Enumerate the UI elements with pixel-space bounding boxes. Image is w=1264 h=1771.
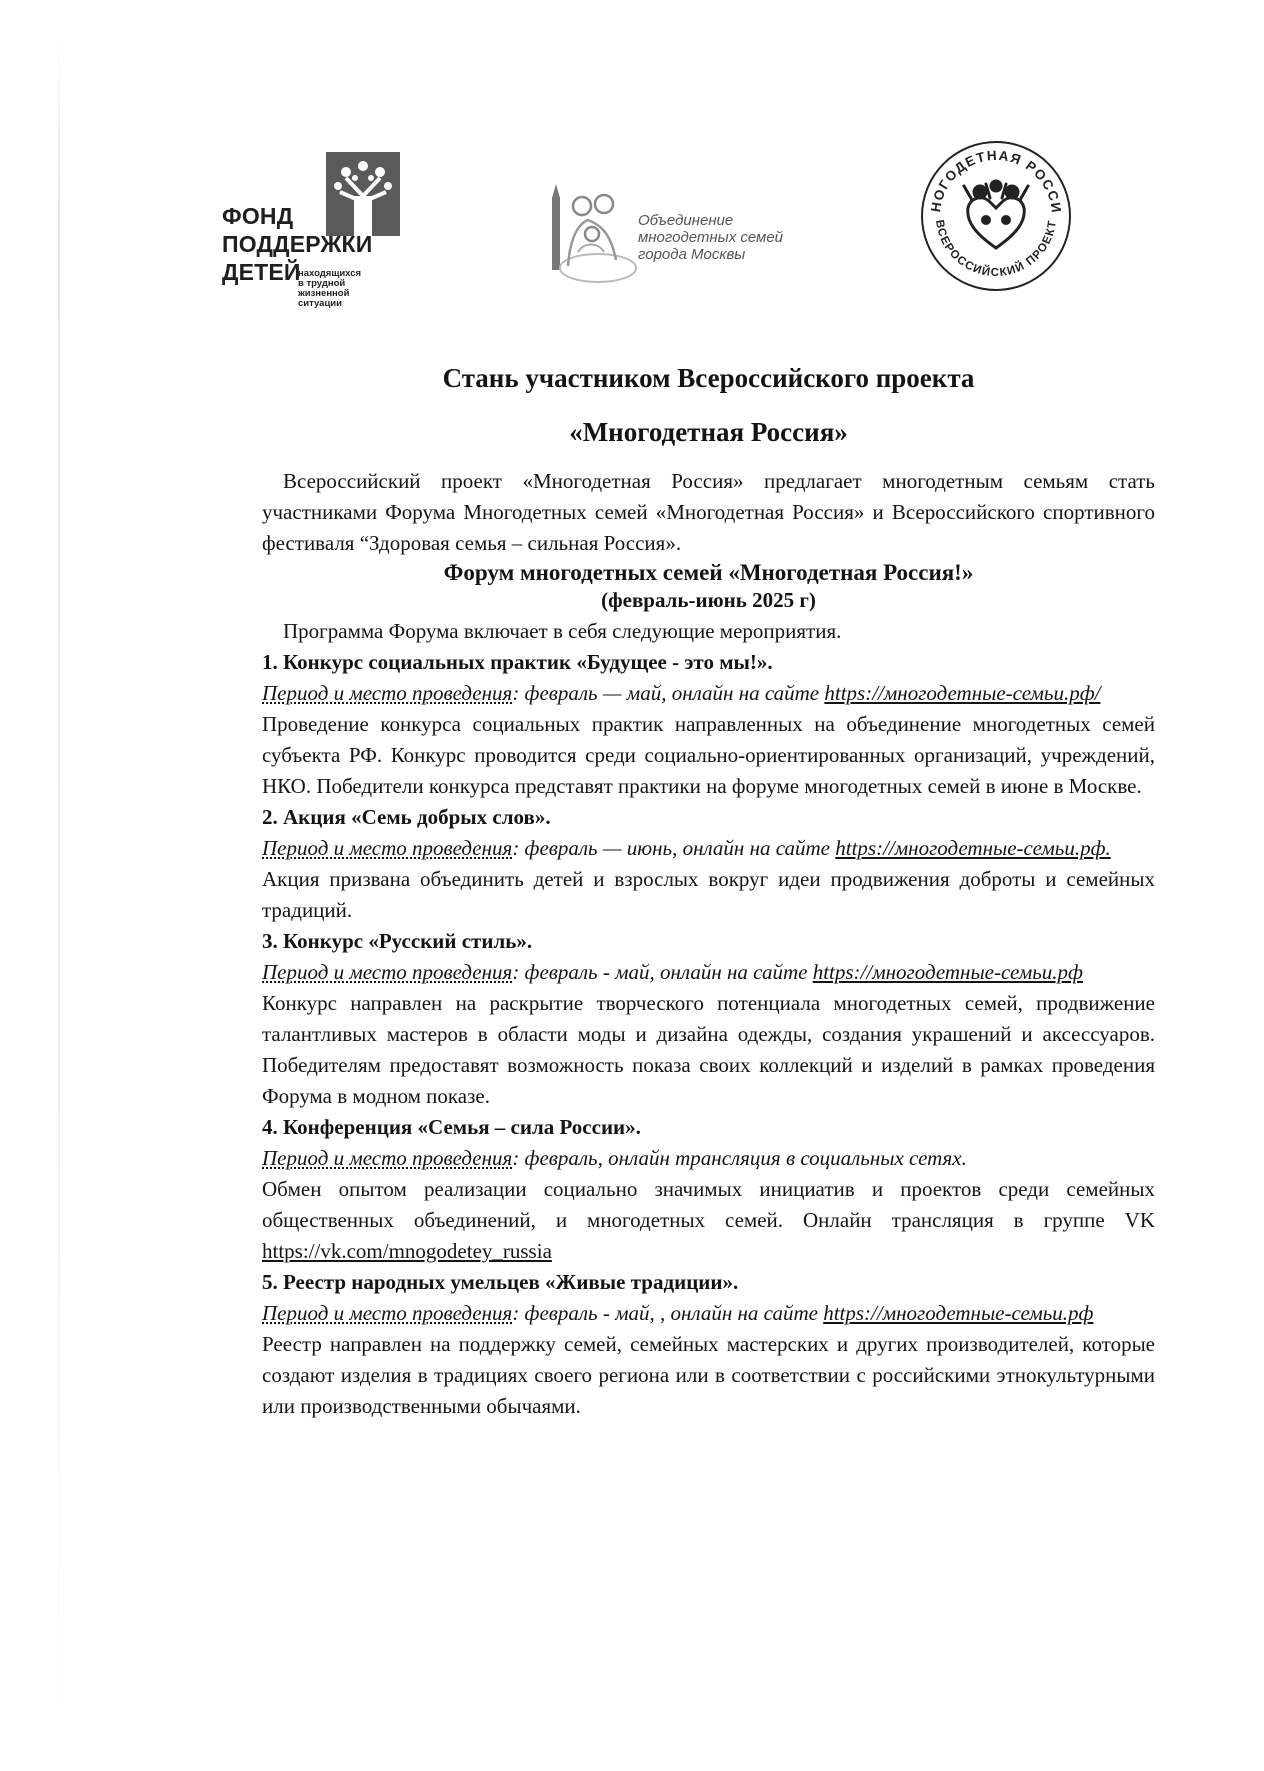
item-4-period — [262, 1143, 1155, 1174]
period-label: Период и место проведения — [262, 1146, 513, 1170]
forum-dates: (февраль-июнь 2025 г) — [601, 588, 816, 612]
period-text: : февраль — июнь, онлайн на сайте — [512, 836, 836, 860]
scan-edge-line — [58, 40, 60, 1730]
seal-ring-bottom-text: ВСЕРОССИЙСКИЙ ПРОЕКТ — [933, 219, 1059, 280]
item-5-heading: 5. Реестр народных умельцев «Живые традиции». — [262, 1270, 739, 1294]
forum-title: Форум многодетных семей «Многодетная Россия!» — [443, 560, 974, 585]
union-logo-text: Объединение многодетных семей города Москвы — [638, 212, 784, 263]
item-3-period — [262, 957, 1155, 988]
vk-group-link[interactable]: https://vk.com/mnogodetey_russia — [262, 1239, 552, 1263]
period-label: Период и место проведения — [262, 836, 513, 860]
family-heart-icon — [964, 181, 1028, 248]
period-label: Период и место проведения — [262, 960, 513, 984]
item-1-description: Проведение конкурса социальных практик направленных на объединение многодетных семей субъекта РФ. Конкурс проводится среди социально-ориентированных организаций, учреждений, НКО. Победители конкурса представят практики на форуме многодетных семей в июне в Москве. — [262, 712, 1155, 798]
item-2-heading: 2. Акция «Семь добрых слов». — [262, 805, 551, 829]
union-logo — [538, 180, 818, 290]
item-4-description-text: Обмен опытом реализации социально значимых инициатив и проектов среди семейных общественных объединений, и многодетных семей. Онлайн трансляция в группе VK — [262, 1177, 1155, 1232]
seal-graphic — [920, 140, 1072, 292]
period-text: : февраль - май, , онлайн на сайте — [512, 1301, 824, 1325]
fund-logo-word-2: ПОДДЕРЖКИ — [222, 231, 373, 257]
page-title-line-2: «Многодетная Россия» — [569, 417, 848, 447]
item-1-heading: 1. Конкурс социальных практик «Будущее - это мы!». — [262, 650, 773, 674]
item-4-heading: 4. Конференция «Семья – сила России». — [262, 1115, 641, 1139]
project-seal-logo — [920, 140, 1072, 292]
item-2-period — [262, 833, 1155, 864]
tree-hand-icon — [326, 152, 400, 236]
item-3-description: Конкурс направлен на раскрытие творческого потенциала многодетных семей, продвижение талантливых мастеров в области моды и дизайна одежды, создания украшений и аксессуаров. Победителям предоставят возможность показа своих коллекций и изделий в рамках проведения Форума в модном показе. — [262, 991, 1155, 1108]
item-2-description: Акция призвана объединить детей и взрослых вокруг идеи продвижения доброты и семейных традиций. — [262, 867, 1155, 922]
fund-logo-subtext: находящихся в трудной жизненной ситуации — [298, 268, 362, 309]
item-3-site-link[interactable]: https://многодетные-семьи.рф — [812, 960, 1083, 984]
item-1-period — [262, 678, 1155, 709]
period-label: Период и место проведения — [262, 1301, 513, 1325]
item-5-site-link[interactable]: https://многодетные-семьи.рф — [823, 1301, 1094, 1325]
item-1-site-link[interactable]: https://многодетные-семьи.рф/ — [824, 681, 1101, 705]
fund-logo-word-1: ФОНД — [222, 203, 294, 229]
family-kremlin-icon — [538, 180, 638, 290]
document-body — [262, 360, 1155, 1422]
period-label: Период и место проведения — [262, 681, 513, 705]
item-3-heading: 3. Конкурс «Русский стиль». — [262, 929, 533, 953]
item-2-site-link[interactable]: https://многодетные-семьи.рф. — [835, 836, 1111, 860]
period-text: : февраль - май, онлайн на сайте — [512, 960, 813, 984]
fund-logo — [222, 152, 400, 320]
program-intro: Программа Форума включает в себя следующие мероприятия. — [283, 619, 842, 643]
intro-paragraph: Всероссийский проект «Многодетная Россия» предлагает многодетным семьям стать участниками Форума Многодетных семей «Многодетная Россия» и Всероссийского спортивного фестиваля “Здоровая семья – сильная Россия». — [262, 469, 1155, 555]
fund-logo-word-3: ДЕТЕЙ — [222, 259, 301, 285]
period-text: : февраль, онлайн трансляция в социальных сетях. — [512, 1146, 967, 1170]
item-4-description — [262, 1174, 1155, 1267]
page-title-line-1: Стань участником Всероссийского проекта — [442, 363, 975, 393]
period-text: : февраль — май, онлайн на сайте — [512, 681, 825, 705]
item-5-period — [262, 1298, 1155, 1329]
seal-ring-top-text: НОГОДЕТНАЯ РОССИ — [927, 147, 1065, 215]
item-5-description: Реестр направлен на поддержку семей, семейных мастерских и других производителей, которые создают изделия в традициях своего региона или в соответствии с российскими этнокультурными или производственными обычаями. — [262, 1332, 1155, 1418]
